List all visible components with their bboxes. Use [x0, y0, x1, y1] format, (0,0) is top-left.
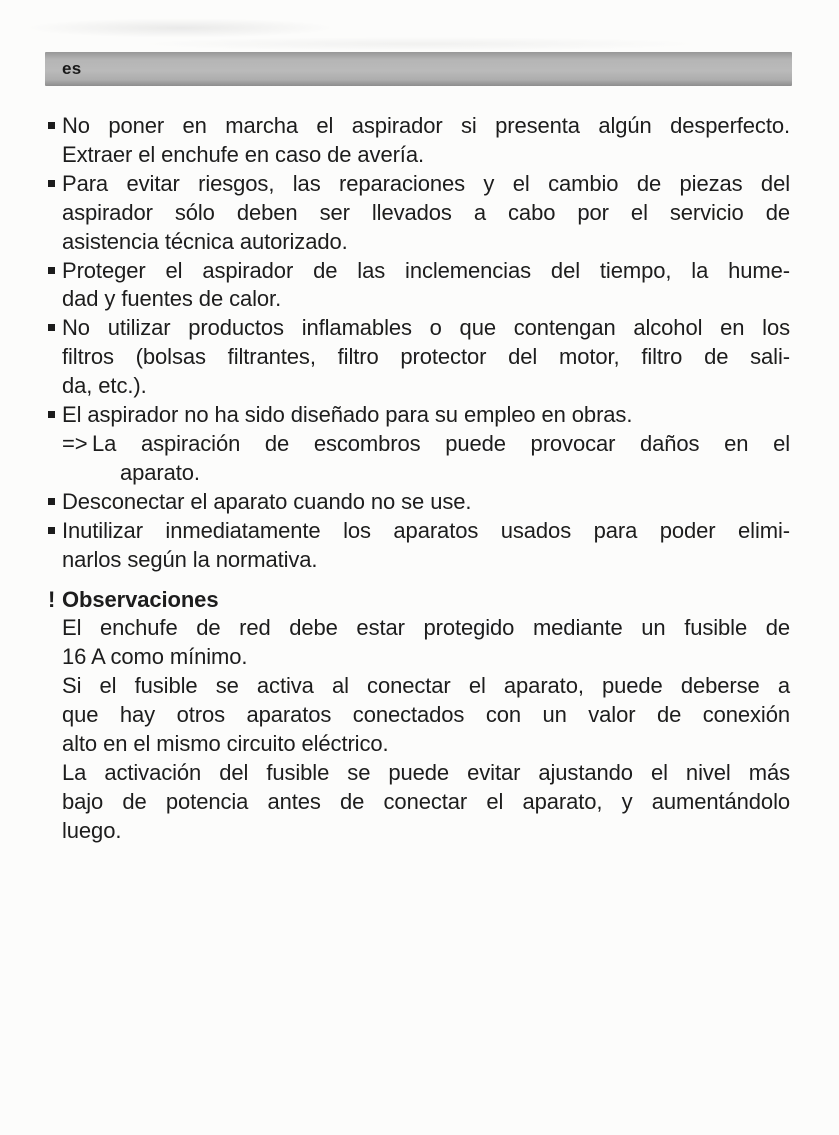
text-line: Extraer el enchufe en caso de avería. — [62, 141, 424, 167]
text-line: aspirador sólo deben ser llevados a cabo por el servicio de — [62, 199, 790, 225]
page-content — [48, 112, 790, 846]
text-line: luego. — [62, 817, 122, 843]
bullet-square-icon — [48, 324, 55, 331]
note-paragraph — [62, 759, 790, 846]
list-item-text — [62, 170, 790, 257]
bullet-square-icon — [48, 411, 55, 418]
bullet-column — [48, 314, 62, 401]
text-line: que hay otros aparatos conectados con un valor de conexión — [62, 702, 790, 728]
language-code-label: es — [62, 59, 82, 78]
bullet-square-icon — [48, 267, 55, 274]
bullet-column — [48, 257, 62, 315]
bullet-square-icon — [48, 527, 55, 534]
list-item — [48, 401, 790, 488]
text-line: asistencia técnica autorizado. — [62, 228, 348, 254]
text-line: Inutilizar inmediatamente los aparatos usados para poder elimi- — [62, 517, 790, 543]
list-item — [48, 517, 790, 575]
bullet-column — [48, 401, 62, 488]
text-line: 16 A como mínimo. — [62, 644, 248, 670]
text-line: narlos según la normativa. — [62, 546, 318, 572]
bullet-column — [48, 488, 62, 517]
list-item-text — [62, 314, 790, 401]
bullet-column — [48, 170, 62, 257]
text-line: alto en el mismo circuito eléctrico. — [62, 731, 389, 757]
text-line: La aspiración de escombros puede provocar daños en el — [92, 430, 790, 456]
text-line: Si el fusible se activa al conectar el aparato, puede deberse a — [62, 673, 790, 699]
bullet-square-icon — [48, 180, 55, 187]
text-line: No utilizar productos inflamables o que contengan alcohol en los — [62, 315, 790, 341]
list-item-text — [62, 401, 790, 488]
sub-item-text — [92, 430, 790, 488]
text-line: Desconectar el aparato cuando no se use. — [62, 488, 472, 514]
list-item — [48, 257, 790, 315]
text-line: da, etc.). — [62, 373, 147, 399]
bullet-square-icon — [48, 498, 55, 505]
exclamation-marker: ! — [48, 586, 56, 612]
bullet-square-icon — [48, 122, 55, 129]
bullet-column — [48, 517, 62, 575]
text-line: aparato. — [120, 459, 200, 485]
bullet-column — [48, 112, 62, 170]
text-line: filtros (bolsas filtrantes, filtro protector del motor, filtro de sali- — [62, 344, 790, 370]
text-line: bajo de potencia antes de conectar el aparato, y aumentándolo — [62, 788, 790, 814]
text-line: dad y fuentes de calor. — [62, 286, 282, 312]
observations-section — [48, 586, 790, 846]
text-line: El aspirador no ha sido diseñado para su empleo en obras. — [62, 402, 633, 428]
observations-heading-row — [48, 586, 790, 615]
list-item — [48, 488, 790, 517]
language-tab-bar — [45, 52, 792, 86]
list-item — [48, 170, 790, 257]
list-item-text — [62, 112, 790, 170]
note-paragraph — [62, 672, 790, 759]
arrow-marker: => — [62, 430, 88, 456]
text-line: No poner en marcha el aspirador si presenta algún desperfecto. — [62, 113, 790, 138]
sub-item — [62, 430, 790, 488]
list-item — [48, 314, 790, 401]
text-line: Proteger el aspirador de las inclemencias del tiempo, la hume- — [62, 257, 790, 283]
list-item-text — [62, 517, 790, 575]
list-item-text — [62, 488, 790, 517]
observations-heading: Observaciones — [62, 586, 219, 612]
safety-instructions-list — [48, 112, 790, 575]
list-item — [48, 112, 790, 170]
observations-paragraphs — [62, 614, 790, 845]
list-item-text — [62, 257, 790, 315]
text-line: El enchufe de red debe estar protegido mediante un fusible de — [62, 615, 790, 641]
note-paragraph — [62, 614, 790, 672]
text-line: Para evitar riesgos, las reparaciones y el cambio de piezas del — [62, 170, 790, 196]
text-line: La activación del fusible se puede evitar ajustando el nivel más — [62, 759, 790, 785]
